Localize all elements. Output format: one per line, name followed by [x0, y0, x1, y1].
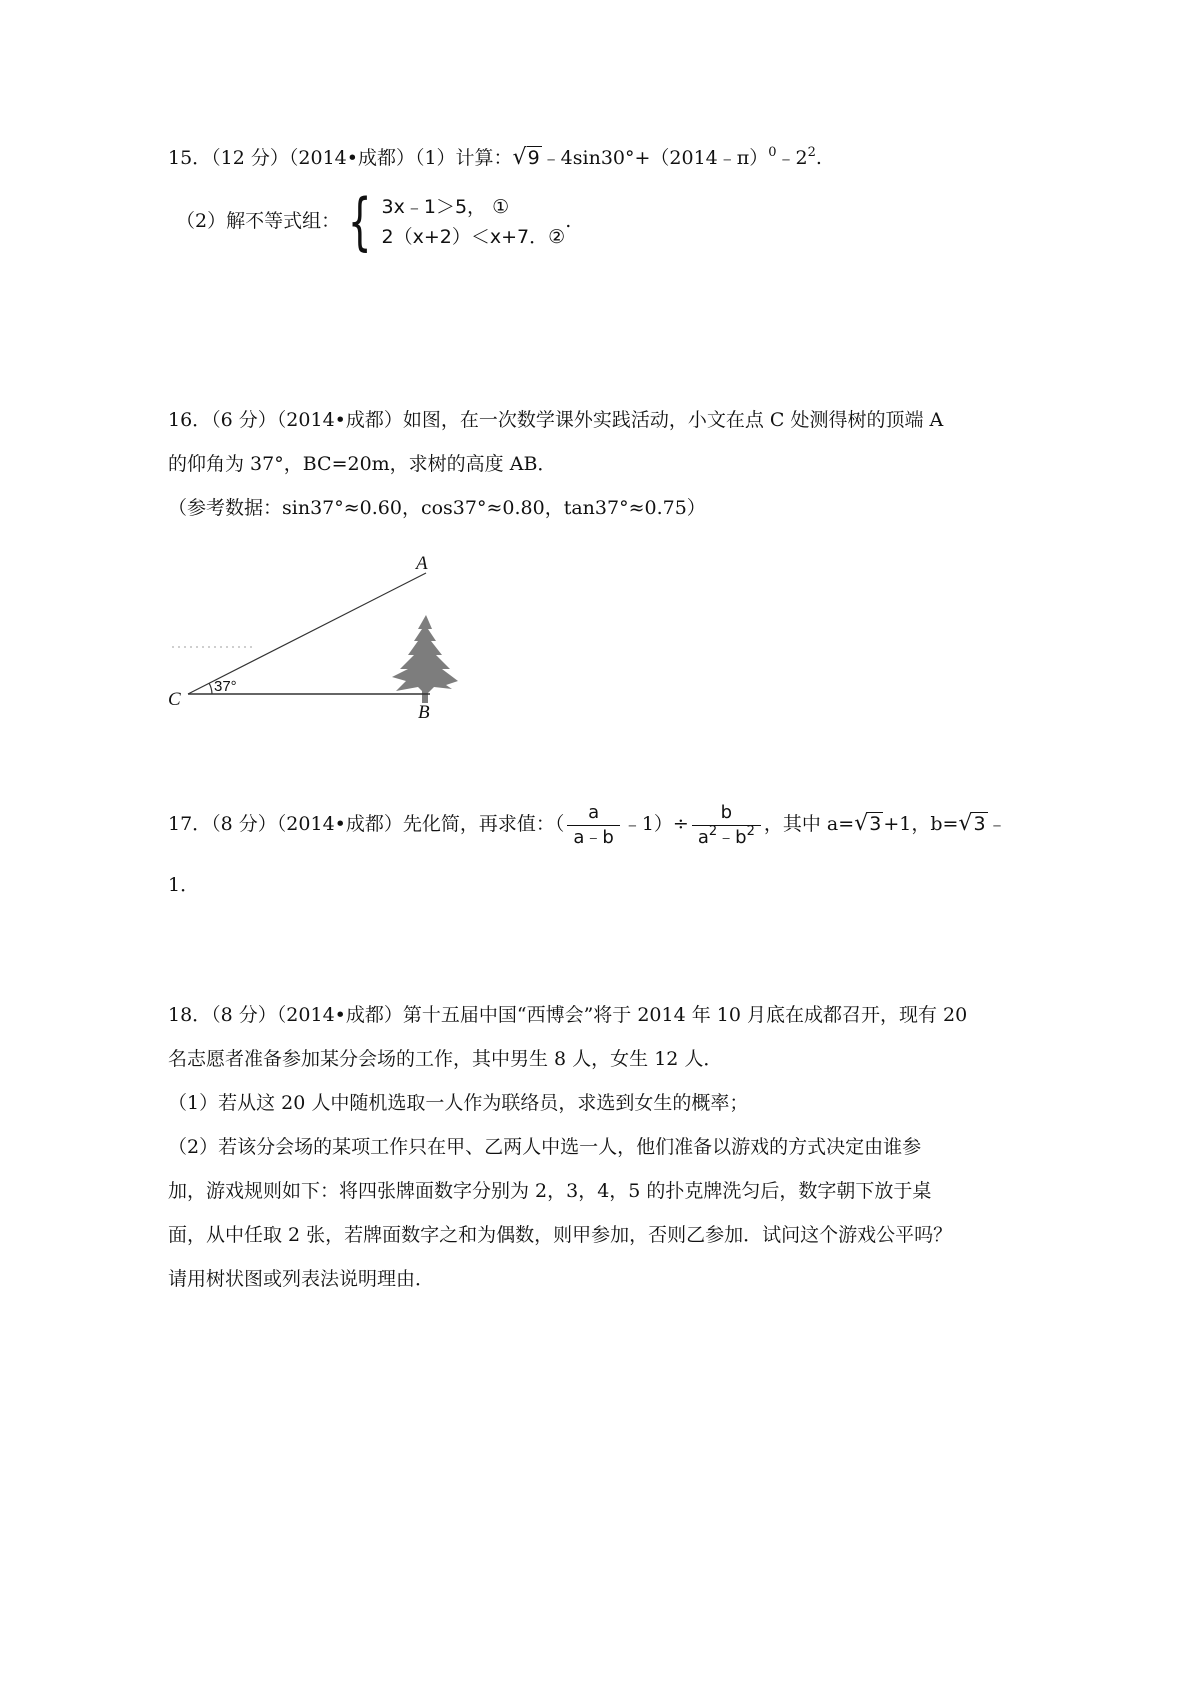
q18-line4: （2）若该分会场的某项工作只在甲、乙两人中选一人，他们准备以游戏的方式决定由谁参: [168, 1136, 922, 1158]
q16-line2: 的仰角为 37°，BC=20m，求树的高度 AB．: [168, 453, 557, 475]
point-a-label: A: [416, 553, 428, 574]
sqrt-9-arg: 9: [527, 147, 540, 169]
q18-line5: 加，游戏规则如下：将四张牌面数字分别为 2，3，4，5 的扑克牌洗匀后，数字朝下放于桌: [168, 1180, 932, 1202]
q15-expr-mid: ﹣4sin30°+（2014﹣π）: [541, 147, 769, 169]
q15-label: 15．（12 分）（2014•成都）（1）计算：: [168, 147, 513, 169]
frac2-numerator: b: [720, 801, 733, 823]
sqrt-3-a-arg: 3: [869, 813, 882, 835]
fraction-b-over-a2-minus-b2: [692, 801, 761, 850]
q17-b-tail: ﹣: [987, 813, 1007, 835]
frac2-den-exp2: 2: [746, 823, 755, 839]
q16-reference-data: （参考数据：sin37°≈0.60，cos37°≈0.80，tan37°≈0.75）: [168, 497, 706, 519]
triangle-diagram: [160, 553, 500, 795]
q15-part2-label: （2）解不等式组：: [176, 210, 341, 232]
angle-arc: [209, 683, 212, 694]
point-c-label: C: [168, 689, 181, 710]
q15-expr-tail: ﹣2: [776, 147, 808, 169]
frac1-numerator: a: [588, 801, 600, 823]
q18-line3: （1）若从这 20 人中随机选取一人作为联络员，求选到女生的概率；: [168, 1092, 749, 1114]
q18-line6: 面，从中任取 2 张，若牌面数字之和为偶数，则甲参加，否则乙参加．试问这个游戏公平吗？: [168, 1224, 953, 1246]
hypotenuse-ca: [188, 573, 426, 694]
q15-exp-0: 0: [768, 145, 777, 160]
q17-a-tail: +1，b=: [883, 813, 959, 835]
brace-icon: {: [347, 185, 372, 258]
angle-label: 37°: [214, 678, 237, 695]
frac1-denominator: a﹣b: [567, 825, 619, 850]
frac2-denominator: [692, 825, 761, 850]
q17-line1: [168, 796, 1007, 852]
q17-label: 17．（8 分）（2014•成都）先化简，再求值：（: [168, 813, 565, 835]
inequality-2: 2（x+2）＜x+7．②: [381, 226, 566, 248]
q15-line1: [168, 143, 822, 173]
sqrt-3-b: √3: [958, 811, 986, 836]
q15-period: .: [815, 147, 822, 169]
q17-where-a: ，其中 a=: [763, 813, 855, 835]
inequality-system: [340, 185, 566, 258]
frac2-den-a: a: [697, 826, 709, 848]
frac2-den-exp1: 2: [708, 823, 718, 839]
q18-line2: 名志愿者准备参加某分会场的工作，其中男生 8 人，女生 12 人．: [168, 1048, 723, 1070]
q17-line2: 1．: [168, 874, 200, 896]
inequality-1: 3x﹣1＞5， ①: [381, 196, 510, 218]
q18-line1: 18．（8 分）（2014•成都）第十五届中国“西博会”将于 2014 年 10 月底在成都召开，现有 20: [168, 1004, 968, 1026]
frac2-den-minus-b: ﹣b: [717, 826, 747, 848]
sqrt-3-b-arg: 3: [973, 813, 986, 835]
q15-part2-period: .: [565, 210, 572, 232]
q17-minus-one: ﹣1）÷: [622, 813, 689, 835]
fraction-a-over-a-minus-b: [567, 801, 619, 850]
sqrt-3-a: √3: [854, 811, 882, 836]
tree-foliage: [392, 615, 458, 695]
point-b-label: B: [418, 702, 430, 723]
q18-line7: 请用树状图或列表法说明理由．: [168, 1268, 435, 1290]
q15-line2: [176, 185, 572, 258]
sqrt-9: √9: [512, 145, 540, 170]
q16-line1: 16．（6 分）（2014•成都）如图，在一次数学课外实践活动，小文在点 C 处测得树的顶端 A: [168, 409, 944, 431]
tree-triangle-figure: [160, 553, 500, 795]
q15-exp-2: 2: [807, 145, 816, 160]
